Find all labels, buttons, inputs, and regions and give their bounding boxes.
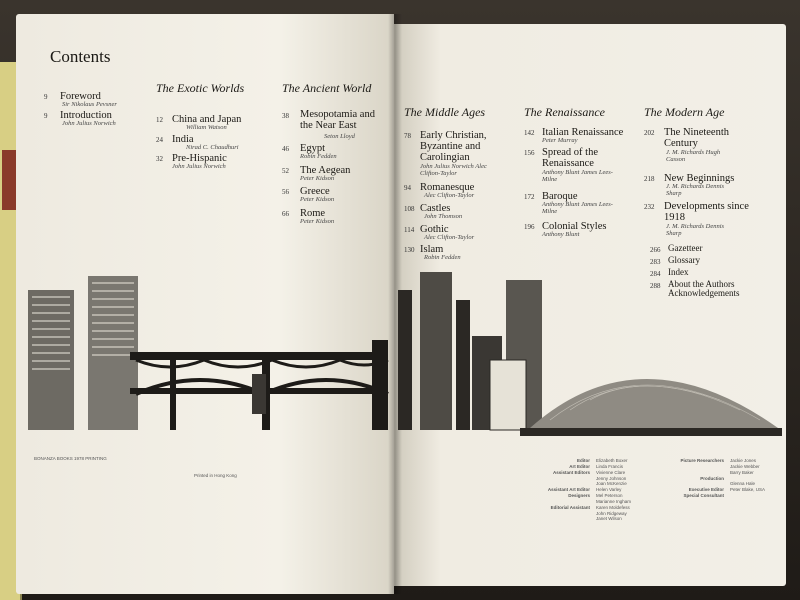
- entry-num: 12: [156, 116, 163, 124]
- contents-heading: Contents: [50, 47, 111, 66]
- entry-author: Peter Kidson: [300, 218, 335, 225]
- entry-author: William Watson: [186, 124, 227, 131]
- name: Jenny Johnson: [596, 475, 627, 481]
- entry-author: Seton Lloyd: [324, 133, 355, 140]
- role: Designers: [568, 493, 590, 499]
- section-renaissance: The Renaissance: [524, 105, 605, 119]
- entry-num: 56: [282, 188, 289, 196]
- entry-num: 66: [282, 210, 289, 218]
- entry-author: Peter Murray: [542, 137, 578, 144]
- entry-title: Colonial Styles: [542, 221, 607, 232]
- entry-num: 108: [404, 205, 415, 213]
- role: Art Editor: [569, 463, 590, 469]
- skyline-illustration: [20, 267, 790, 450]
- name: Janet Wilson: [596, 516, 622, 522]
- section-exotic-worlds: The Exotic Worlds: [156, 81, 245, 95]
- name: Linda Francis: [596, 463, 624, 469]
- name: Helen Varley: [596, 487, 622, 493]
- entry-author: Anthony Blunt: [542, 231, 580, 238]
- role: Production: [700, 475, 724, 481]
- role: Assistant Editors: [552, 469, 590, 475]
- backmatter-title: Gazetteer: [668, 243, 703, 253]
- section-ancient-world: The Ancient World: [282, 81, 372, 95]
- entry-num: 202: [644, 129, 655, 137]
- entry-num: 196: [524, 223, 535, 231]
- entry-num: 24: [156, 136, 163, 144]
- entry-title: New Beginnings: [664, 173, 735, 184]
- entry-num: 130: [404, 246, 415, 254]
- backmatter-num: 266: [650, 246, 661, 254]
- entry-author: J. M. Richards Hugh Casson: [666, 149, 721, 163]
- entry-title: Gothic: [420, 224, 449, 235]
- entry-title: Italian Renaissance: [542, 127, 624, 138]
- foreword-author: Sir Nikolaus Pevsner: [62, 101, 117, 108]
- entry-num: 218: [644, 175, 655, 183]
- entry-num: 32: [156, 155, 163, 163]
- entry-num: 156: [524, 149, 535, 157]
- name: Jackie Jones: [730, 458, 757, 463]
- entry-title: Mesopotamia and the Near East: [300, 109, 375, 132]
- foreword-title: Foreword: [60, 91, 101, 102]
- section-modern-age: The Modern Age: [644, 105, 725, 119]
- role: Editorial Assistant: [550, 504, 590, 510]
- credits-roles-right: [660, 458, 724, 499]
- entry-title: Baroque: [542, 191, 578, 202]
- name: Vivienne Clare: [596, 469, 626, 475]
- backmatter-title: About the Authors Acknowledgements: [668, 279, 740, 299]
- entry-num: 52: [282, 167, 289, 175]
- entry-title: Romanesque: [420, 182, 475, 193]
- entry-num: 172: [524, 193, 535, 201]
- entry-title: Pre-Hispanic: [172, 153, 227, 164]
- entry-title: Greece: [300, 186, 330, 197]
- entry-author: Anthony Blunt James Lees-Milne: [542, 201, 613, 215]
- entry-author: Alec Clifton-Taylor: [424, 234, 475, 241]
- entry-title: The Nineteenth Century: [664, 127, 730, 150]
- entry-author: Peter Kidson: [300, 196, 335, 203]
- foreword-num: 9: [44, 93, 48, 101]
- entry-num: 94: [404, 184, 411, 192]
- entry-author: John Julius Norwich Alec Clifton-Taylor: [420, 163, 487, 177]
- entry-num: 142: [524, 129, 535, 137]
- backmatter-title: Glossary: [668, 255, 700, 265]
- intro-author: John Julius Norwich: [62, 120, 116, 127]
- entry-author: J. M. Richards Dennis Sharp: [666, 183, 725, 197]
- entry-title: The Aegean: [300, 165, 351, 176]
- backmatter-title: Index: [668, 267, 689, 277]
- name: Elizabeth Boxer: [596, 458, 628, 463]
- name: Marianne Ingham: [596, 498, 632, 504]
- role: Picture Researchers: [680, 458, 724, 463]
- entry-title: China and Japan: [172, 114, 242, 125]
- name: Peter Blake, USA: [730, 487, 766, 493]
- entry-title: Egypt: [300, 143, 326, 154]
- section-middle-ages: The Middle Ages: [404, 105, 486, 119]
- entry-author: Alec Clifton-Taylor: [424, 192, 475, 199]
- entry-author: Peter Kidson: [300, 175, 335, 182]
- backmatter-num: 283: [650, 258, 661, 266]
- entry-num: 78: [404, 132, 411, 140]
- printing-block: [194, 473, 284, 479]
- entry-title: Spread of the Renaissance: [542, 147, 598, 170]
- entry-author: Nirad C. Chaudhuri: [186, 144, 239, 151]
- entry-author: John Julius Norwich: [172, 163, 226, 170]
- role: Special Consultant: [683, 493, 724, 499]
- entry-title: Islam: [420, 244, 444, 255]
- credits-roles-left: [520, 458, 590, 511]
- name: Jackie Webber: [730, 463, 760, 469]
- bonanza-line: BONANZA BOOKS 1978 PRINTING: [34, 456, 107, 461]
- name: Glenna Hale: [730, 481, 756, 487]
- entry-num: 38: [282, 112, 289, 120]
- entry-num: 46: [282, 145, 289, 153]
- entry-author: J. M. Richards Dennis Sharp: [666, 223, 725, 237]
- entry-title: Castles: [420, 203, 451, 214]
- entry-title: Developments since 1918: [664, 201, 749, 224]
- role: Executive Editor: [688, 487, 724, 493]
- entry-title: Rome: [300, 208, 326, 219]
- entry-author: Anthony Blunt James Lees-Milne: [542, 169, 613, 183]
- entry-author: Robin Fedden: [424, 254, 461, 261]
- name: Mel Peterson: [596, 493, 623, 499]
- role: Assistant Art Editor: [547, 487, 590, 493]
- entry-author: Robin Fedden: [300, 153, 337, 160]
- name: Barry Baker: [730, 469, 754, 475]
- backmatter-num: 288: [650, 282, 661, 290]
- entry-title: Early Christian, Byzantine and Carolingian: [420, 130, 487, 164]
- intro-title: Introduction: [60, 110, 112, 121]
- credits-names-left: [596, 458, 656, 522]
- name: John Ridgeway: [596, 510, 627, 516]
- credits-names-right: [730, 458, 786, 493]
- printed-line: Printed in Hong Kong: [194, 473, 237, 478]
- name: Joan McKenzie: [596, 481, 627, 487]
- entry-num: 232: [644, 203, 655, 211]
- backmatter-num: 284: [650, 270, 661, 278]
- name: Karen Moldefess: [596, 504, 630, 510]
- entry-author: John Thomson: [424, 213, 463, 220]
- intro-num: 9: [44, 112, 48, 120]
- entry-title: India: [172, 134, 194, 145]
- copyright-block: [34, 456, 134, 462]
- role: Editor: [577, 458, 590, 463]
- entry-num: 114: [404, 226, 415, 234]
